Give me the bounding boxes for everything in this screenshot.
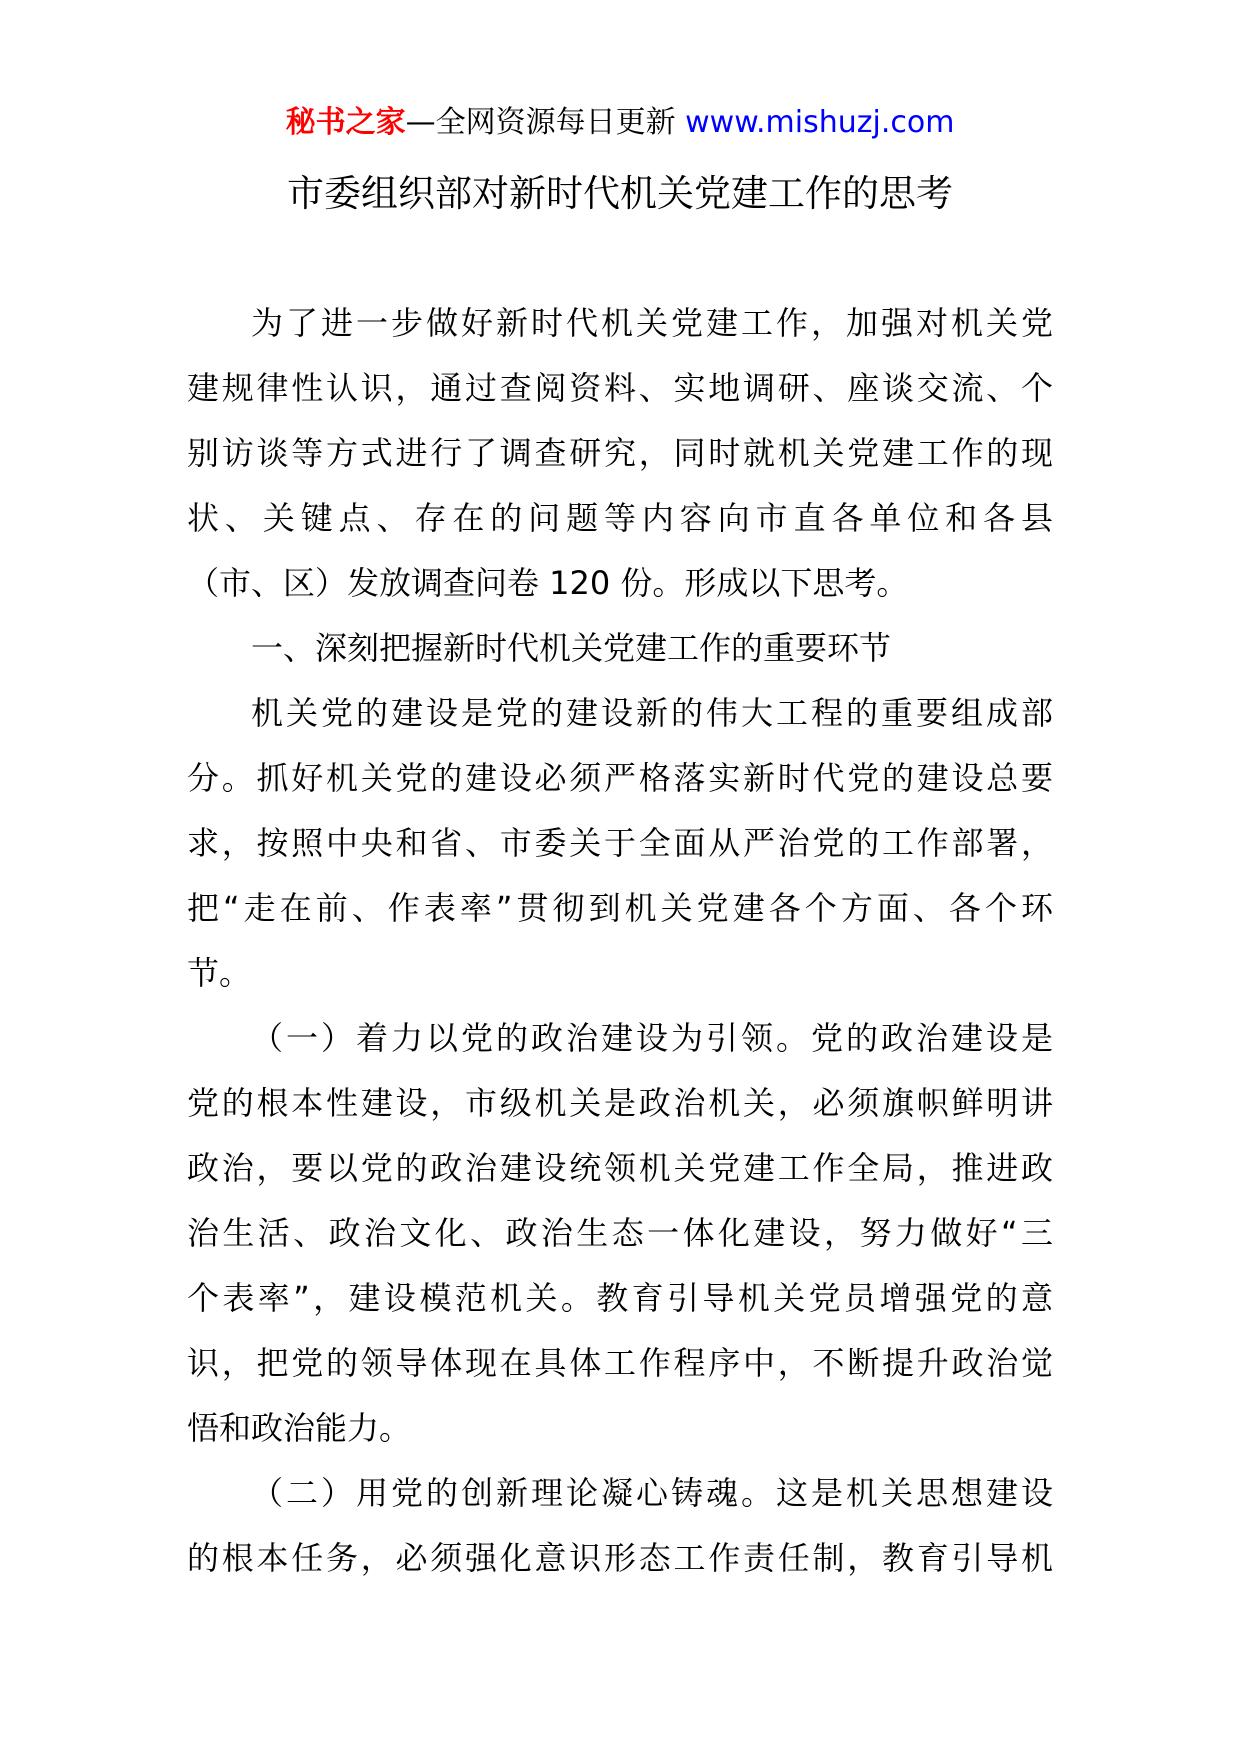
paragraph-line: 建规律性认识，通过查阅资料、实地调研、座谈交流、个: [187, 369, 1053, 407]
paragraph-line: （市、区）发放调查问卷 120 份。形成以下思考。: [187, 564, 909, 602]
paragraph-line: 状、关键点、存在的问题等内容向市直各单位和各县: [187, 499, 1053, 537]
paragraph-line: 识，把党的领导体现在具体工作程序中，不断提升政治觉: [187, 1344, 1053, 1382]
paragraph-line: 求，按照中央和省、市委关于全面从严治党的工作部署，: [187, 824, 1053, 862]
paragraph-line: （一）着力以党的政治建设为引领。党的政治建设是: [251, 1019, 1053, 1057]
paragraph-line: 分。抓好机关党的建设必须严格落实新时代党的建设总要: [187, 759, 1053, 797]
paragraph-line: 的根本任务，必须强化意识形态工作责任制，教育引导机: [187, 1539, 1053, 1577]
paragraph-line: 悟和政治能力。: [187, 1409, 412, 1447]
site-url-link[interactable]: www.mishuzj.com: [685, 105, 955, 140]
brand-name: 秘书之家: [285, 105, 406, 140]
paragraph-line: 政治，要以党的政治建设统领机关党建工作全局，推进政: [187, 1149, 1053, 1187]
paragraph-line: 机关党的建设是党的建设新的伟大工程的重要组成部: [251, 694, 1053, 732]
paragraph-line: 别访谈等方式进行了调查研究，同时就机关党建工作的现: [187, 434, 1053, 472]
header-slogan: —全网资源每日更新: [405, 105, 676, 140]
paragraph-line: 治生活、政治文化、政治生态一体化建设，努力做好“三: [187, 1214, 1053, 1252]
site-header: [0, 100, 1240, 146]
document-body: [187, 291, 1053, 1591]
paragraph-line: 节。: [187, 954, 252, 992]
section-heading: 一、深刻把握新时代机关党建工作的重要环节: [251, 629, 892, 667]
paragraph-line: 把“走在前、作表率”贯彻到机关党建各个方面、各个环: [187, 889, 1053, 927]
paragraph-line: （二）用党的创新理论凝心铸魂。这是机关思想建设: [251, 1474, 1053, 1512]
paragraph-line: 党的根本性建设，市级机关是政治机关，必须旗帜鲜明讲: [187, 1084, 1053, 1122]
document-title: 市委组织部对新时代机关党建工作的思考: [287, 172, 953, 215]
paragraph-line: 为了进一步做好新时代机关党建工作，加强对机关党: [251, 304, 1053, 342]
paragraph-line: 个表率”，建设模范机关。教育引导机关党员增强党的意: [187, 1279, 1053, 1317]
